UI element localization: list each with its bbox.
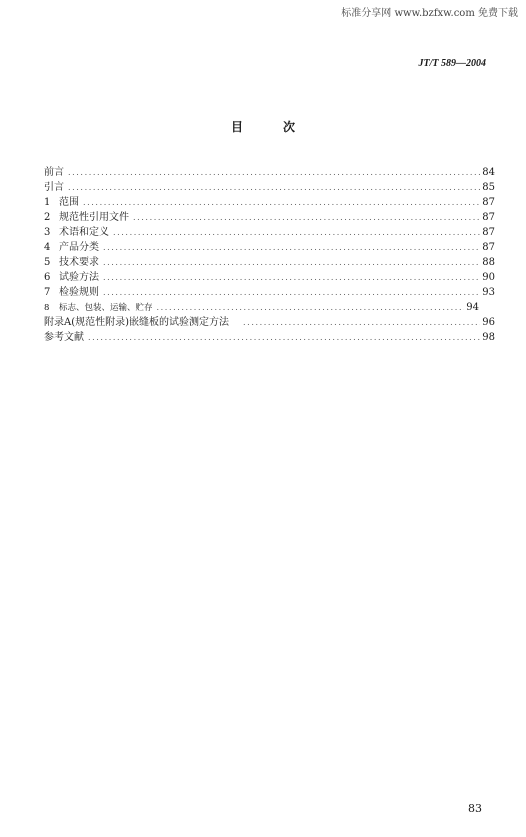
toc-entry-label: 标志、包装、运输、贮存: [59, 303, 153, 313]
table-of-contents: [44, 165, 495, 345]
document-code: JT/T 589—2004: [418, 58, 486, 69]
toc-title: 目次: [230, 120, 335, 134]
toc-entry-2[interactable]: [44, 210, 495, 225]
toc-entry-page: 90: [482, 272, 495, 283]
toc-entry-number: 6: [44, 272, 51, 283]
toc-entry-label: 附录A(规范性附录)嵌缝板的试验测定方法: [44, 317, 230, 328]
toc-entry-page: 87: [482, 212, 495, 223]
toc-entry-number: 3: [44, 227, 51, 238]
toc-entry-page: 93: [482, 287, 495, 298]
toc-entry-label: 范围: [59, 197, 79, 208]
toc-entry-introduction[interactable]: [44, 180, 495, 195]
toc-entry-number: 8: [44, 303, 50, 313]
toc-entry-label: 检验规则: [59, 287, 99, 298]
toc-entry-page: 96: [482, 317, 495, 328]
toc-leader-dots: [68, 165, 480, 180]
toc-leader-dots: [243, 315, 480, 330]
toc-leader-dots: [88, 330, 480, 345]
toc-entry-page: 87: [482, 242, 495, 253]
toc-entry-number: 1: [44, 197, 51, 208]
toc-entry-number: 7: [44, 287, 51, 298]
toc-leader-dots: [103, 240, 480, 255]
toc-entry-number: 4: [44, 242, 51, 253]
toc-entry-label: 产品分类: [59, 242, 99, 253]
toc-entry-page: 98: [482, 332, 495, 343]
toc-entry-references[interactable]: [44, 330, 495, 345]
toc-leader-dots: [103, 285, 480, 300]
toc-leader-dots: [113, 225, 480, 240]
toc-entry-5[interactable]: [44, 255, 495, 270]
watermark-text: 标准分享网 www.bzfxw.com 免费下载: [341, 8, 518, 19]
toc-leader-dots: [68, 180, 480, 195]
toc-entry-3[interactable]: [44, 225, 495, 240]
toc-entry-page: 87: [482, 197, 495, 208]
toc-entry-page: 87: [482, 227, 495, 238]
toc-entry-label: 试验方法: [59, 272, 99, 283]
toc-entry-foreword[interactable]: [44, 165, 495, 180]
toc-leader-dots: [157, 300, 465, 315]
toc-leader-dots: [133, 210, 480, 225]
toc-entry-page: 88: [482, 257, 495, 268]
toc-leader-dots: [83, 195, 480, 210]
toc-entry-label: 术语和定义: [59, 227, 109, 238]
toc-entry-label: 参考文献: [44, 332, 84, 343]
toc-entry-1[interactable]: [44, 195, 495, 210]
toc-leader-dots: [103, 270, 480, 285]
toc-entry-label: 前言: [44, 167, 64, 178]
page-number: 83: [468, 802, 482, 815]
toc-entry-page: 84: [482, 167, 495, 178]
toc-leader-dots: [103, 255, 480, 270]
toc-entry-page: 94: [466, 302, 479, 313]
toc-entry-label: 技术要求: [59, 257, 99, 268]
toc-entry-7[interactable]: [44, 285, 495, 300]
toc-entry-label: 规范性引用文件: [59, 212, 129, 223]
toc-entry-4[interactable]: [44, 240, 495, 255]
toc-entry-label: 引言: [44, 182, 64, 193]
toc-entry-number: 2: [44, 212, 51, 223]
toc-entry-8[interactable]: [44, 300, 495, 315]
toc-entry-page: 85: [482, 182, 495, 193]
toc-entry-6[interactable]: [44, 270, 495, 285]
toc-entry-appendix-a[interactable]: [44, 315, 495, 330]
toc-entry-number: 5: [44, 257, 51, 268]
